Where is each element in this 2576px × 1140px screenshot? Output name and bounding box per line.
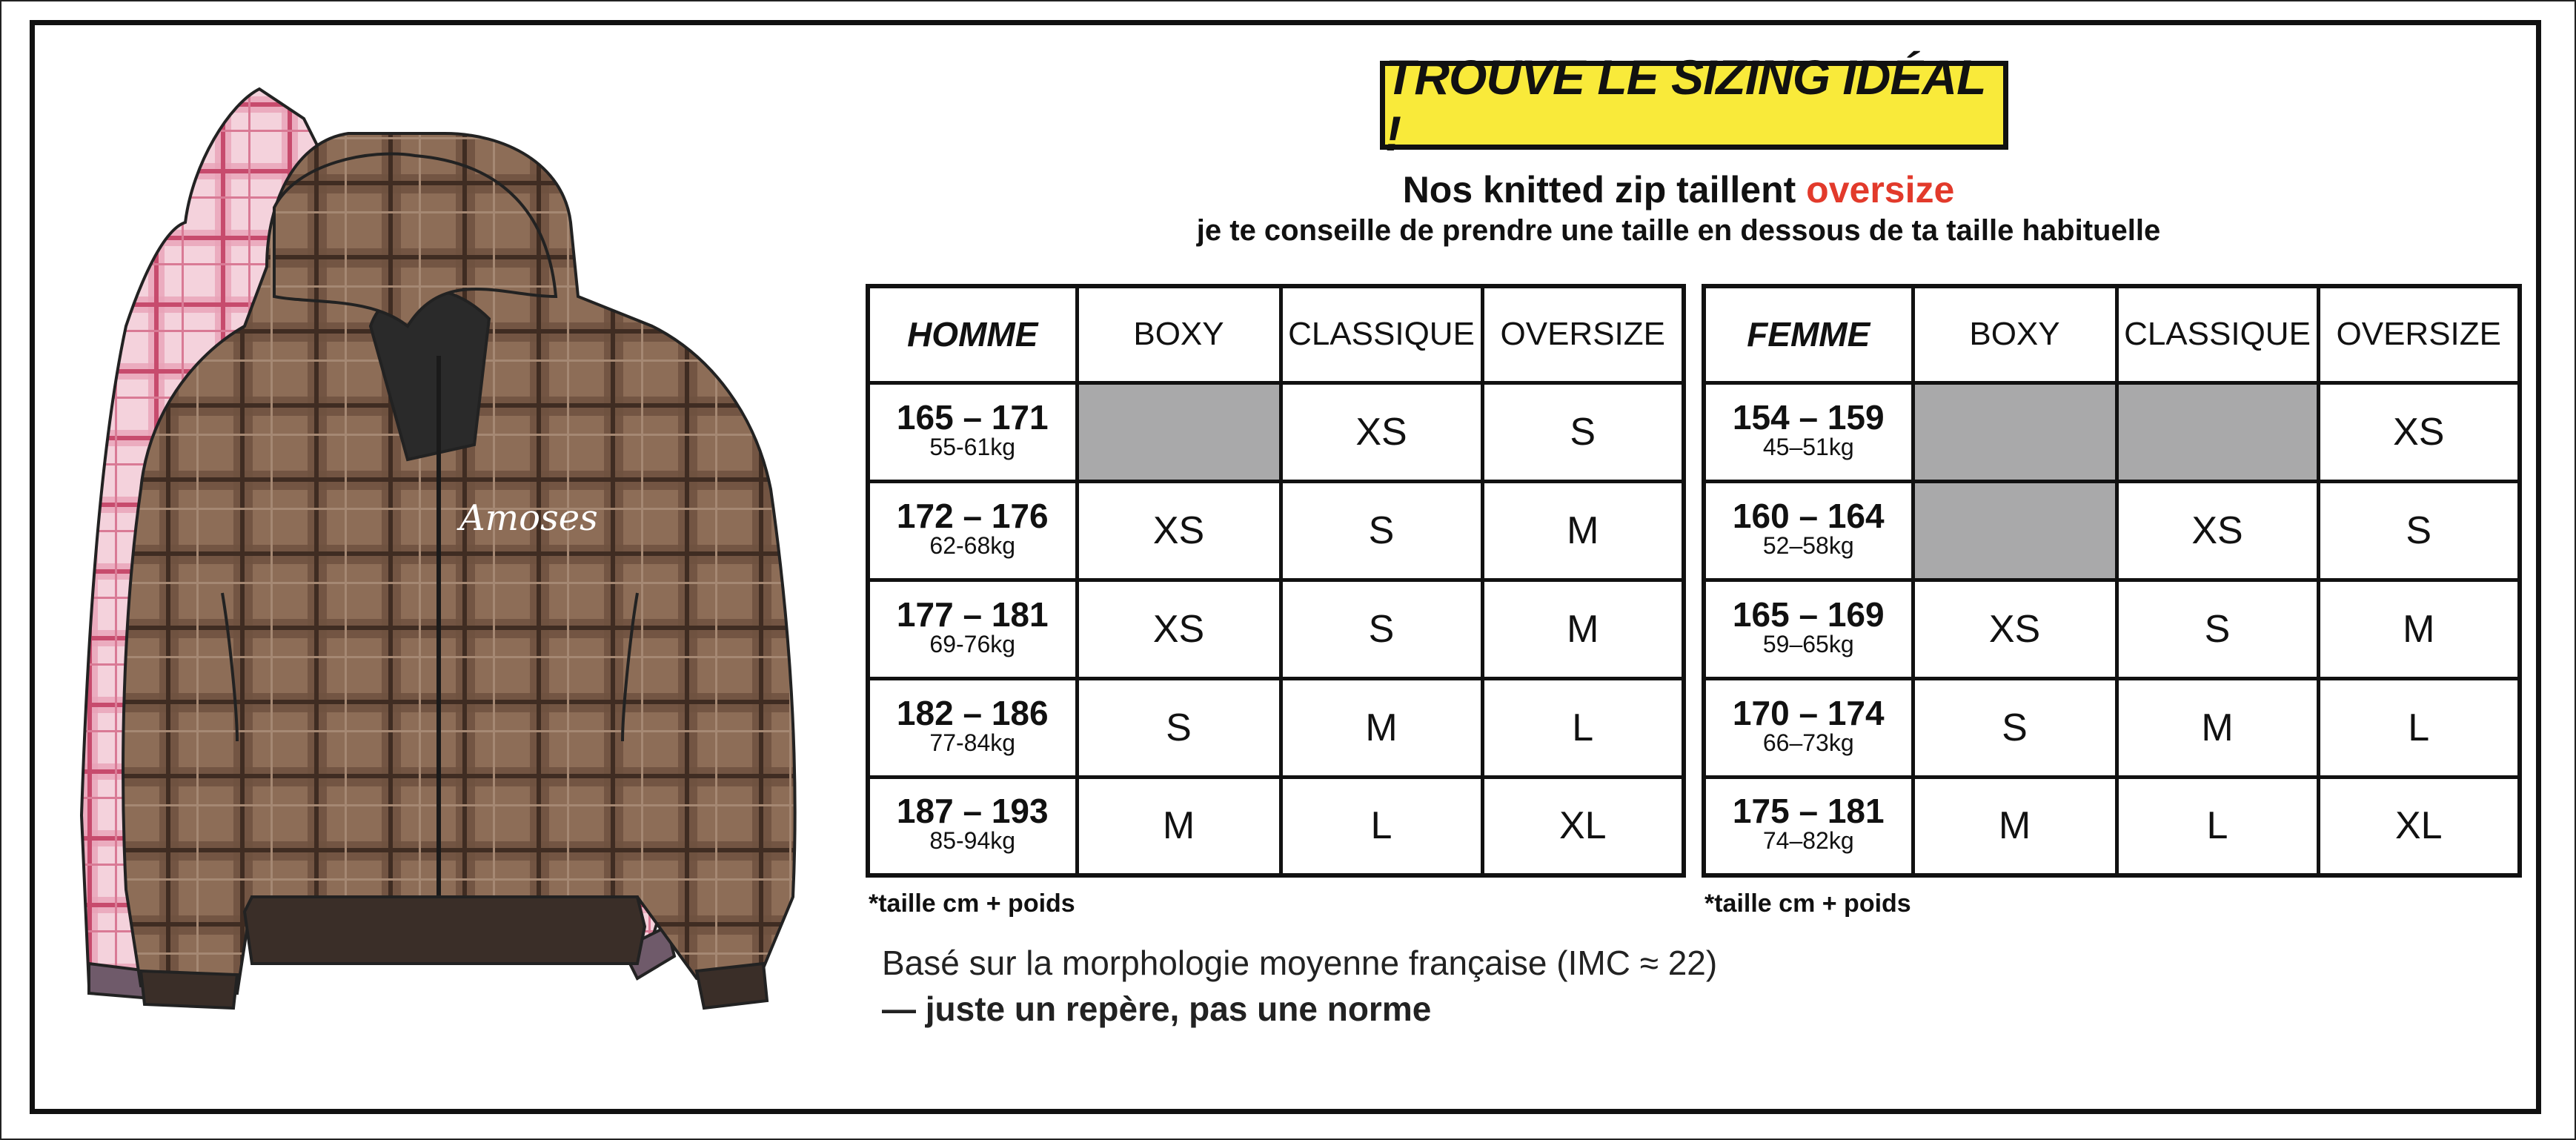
size-cell: XS (2318, 382, 2520, 481)
column-header: FEMME (1704, 286, 1913, 382)
height-weight-cell (1704, 678, 1913, 777)
size-table-femme (1702, 284, 2522, 878)
size-cell: S (1913, 678, 2117, 777)
size-cell: M (1482, 580, 1684, 678)
basis-line-2 (882, 986, 1717, 1032)
table-row (868, 777, 1684, 875)
size-cell: S (1077, 678, 1281, 777)
height-range: 170 – 174 (1732, 693, 1885, 732)
height-range: 165 – 169 (1732, 594, 1885, 634)
table-row (1704, 678, 2520, 777)
size-cell: M (1913, 777, 2117, 875)
weight-range: 85-94kg (929, 827, 1016, 855)
height-weight-cell (868, 382, 1077, 481)
column-header: BOXY (1913, 286, 2117, 382)
sizing-banner (1380, 50, 2008, 161)
size-cell: M (1482, 481, 1684, 580)
column-header: OVERSIZE (2318, 286, 2520, 382)
size-cell: M (2117, 678, 2318, 777)
height-weight-cell (1704, 580, 1913, 678)
size-cell: M (2318, 580, 2520, 678)
weight-range: 77-84kg (929, 729, 1016, 756)
hoodie-logo: Amoses (459, 497, 598, 539)
size-cell: XS (1077, 580, 1281, 678)
column-header: OVERSIZE (1482, 286, 1684, 382)
height-weight-cell (1704, 382, 1913, 481)
weight-range: 45–51kg (1762, 433, 1854, 460)
weight-range: 66–73kg (1762, 729, 1854, 756)
size-cell: S (2117, 580, 2318, 678)
table-footnote-femme: *taille cm + poids (1704, 889, 1911, 918)
column-header: CLASSIQUE (2117, 286, 2318, 382)
size-cell: M (1077, 777, 1281, 875)
size-cell: XS (2117, 481, 2318, 580)
size-cell: L (2318, 678, 2520, 777)
height-range: 172 – 176 (896, 496, 1049, 535)
height-weight-cell (1704, 777, 1913, 875)
size-cell: XL (1482, 777, 1684, 875)
size-cell-empty (1913, 481, 2117, 580)
hoodie-illustration (59, 74, 845, 1067)
fit-headline-prefix: Nos knitted zip taillent (1402, 169, 1807, 211)
basis-line-1: Basé sur la morphologie moyenne française (IMC ≈ 22) (882, 944, 1718, 982)
column-header: HOMME (868, 286, 1077, 382)
table-row (868, 580, 1684, 678)
table-row (868, 481, 1684, 580)
height-range: 182 – 186 (896, 693, 1049, 732)
fit-headline-accent: oversize (1806, 169, 1955, 211)
size-cell: L (2117, 777, 2318, 875)
height-weight-cell (868, 481, 1077, 580)
table-footnote-homme: *taille cm + poids (869, 889, 1075, 918)
banner-title: TROUVE LE SIZING IDÉAL ! (1385, 50, 1985, 161)
table-row (1704, 382, 2520, 481)
height-range: 165 – 171 (896, 397, 1049, 437)
height-range: 187 – 193 (896, 792, 1049, 831)
height-range: 154 – 159 (1732, 397, 1885, 437)
basis-line-2-bold: pas une norme (1189, 990, 1432, 1028)
table-row (1704, 481, 2520, 580)
size-cell-empty (1077, 382, 1281, 481)
basis-note (882, 940, 1717, 1032)
table-row (868, 382, 1684, 481)
fit-advice: je te conseille de prendre une taille en dessous de ta taille habituelle (1196, 214, 2161, 247)
weight-range: 55-61kg (929, 433, 1016, 460)
size-cell: XL (2318, 777, 2520, 875)
size-cell: L (1281, 777, 1482, 875)
table-header-row (1704, 286, 2520, 382)
weight-range: 52–58kg (1762, 531, 1854, 559)
height-range: 177 – 181 (896, 594, 1049, 634)
weight-range: 62-68kg (929, 531, 1016, 559)
size-cell: S (1281, 580, 1482, 678)
weight-range: 59–65kg (1762, 630, 1854, 657)
size-cell: S (2318, 481, 2520, 580)
height-weight-cell (868, 678, 1077, 777)
column-header: CLASSIQUE (1281, 286, 1482, 382)
weight-range: 69-76kg (929, 630, 1016, 657)
size-table-homme (866, 284, 1686, 878)
height-weight-cell (868, 580, 1077, 678)
height-weight-cell (1704, 481, 1913, 580)
table-row (1704, 777, 2520, 875)
size-cell: S (1281, 481, 1482, 580)
height-weight-cell (868, 777, 1077, 875)
size-cell: S (1482, 382, 1684, 481)
size-cell-empty (1913, 382, 2117, 481)
height-range: 175 – 181 (1732, 792, 1885, 831)
weight-range: 74–82kg (1762, 827, 1854, 855)
table-row (868, 678, 1684, 777)
table-header-row (868, 286, 1684, 382)
size-cell: XS (1077, 481, 1281, 580)
fit-headline (815, 168, 2542, 212)
size-cell-empty (2117, 382, 2318, 481)
column-header: BOXY (1077, 286, 1281, 382)
size-cell: XS (1913, 580, 2117, 678)
basis-line-2-prefix: — juste un repère, (882, 990, 1189, 1028)
size-cell: L (1482, 678, 1684, 777)
size-cell: XS (1281, 382, 1482, 481)
table-row (1704, 580, 2520, 678)
height-range: 160 – 164 (1732, 496, 1885, 535)
size-cell: M (1281, 678, 1482, 777)
